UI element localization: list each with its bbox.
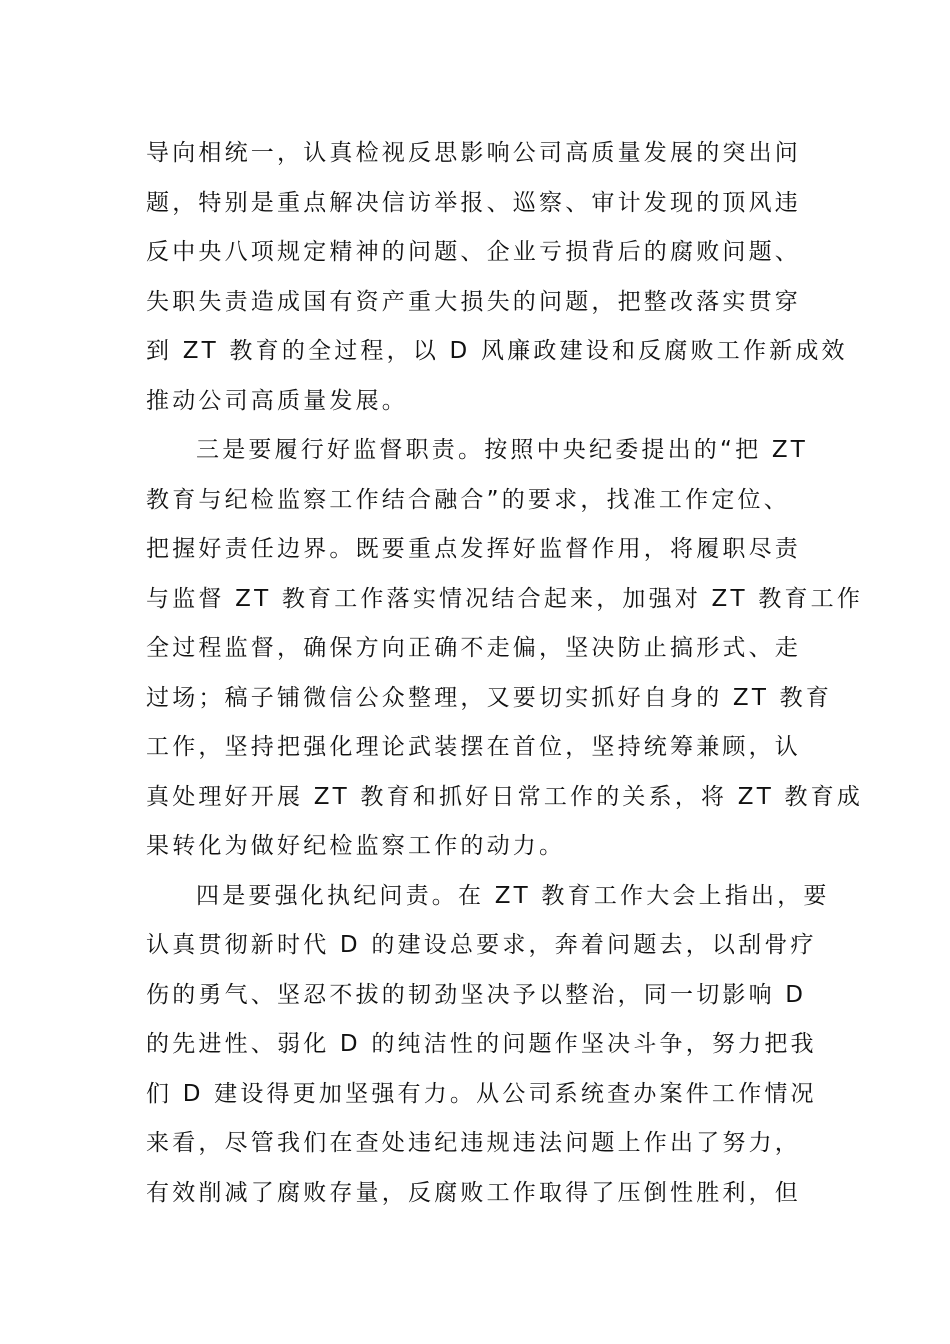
text-line: 过场；稿子铺微信公众整理，又要切实抓好自身的 ZT 教育 xyxy=(146,684,833,711)
text-line: 四是要强化执纪问责。在 ZT 教育工作大会上指出，要 xyxy=(196,882,830,909)
text-line: 真处理好开展 ZT 教育和抓好日常工作的关系，将 ZT 教育成 xyxy=(146,783,864,810)
text-line: 伤的勇气、坚忍不拔的韧劲坚决予以整治，同一切影响 D xyxy=(146,981,807,1008)
text-line: 工作，坚持把强化理论武装摆在首位，坚持统筹兼顾，认 xyxy=(146,734,801,760)
text-line: 的先进性、弱化 D 的纯洁性的问题作坚决斗争，努力把我 xyxy=(146,1031,817,1057)
text-line: 反中央八项规定精神的问题、企业亏损背后的腐败问题、 xyxy=(146,239,801,265)
text-line: 三是要履行好监督职责。按照中央纪委提出的“把 ZT xyxy=(196,437,809,463)
text-line: 有效削减了腐败存量，反腐败工作取得了压倒性胜利，但 xyxy=(146,1179,801,1206)
text-line: 全过程监督，确保方向正确不走偏，坚决防止搞形式、走 xyxy=(146,635,801,661)
text-line: 认真贯彻新时代 D 的建设总要求，奔着问题去，以刮骨疗 xyxy=(146,932,817,958)
text-line: 与监督 ZT 教育工作落实情况结合起来，加强对 ZT 教育工作 xyxy=(146,585,864,612)
text-line: 失职失责造成国有资产重大损失的问题，把整改落实贯穿 xyxy=(146,288,801,315)
text-line: 推动公司高质量发展。 xyxy=(146,387,408,414)
text-line: 来看，尽管我们在查处违纪违规违法问题上作出了努力， xyxy=(146,1130,801,1156)
text-line: 题，特别是重点解决信访举报、巡察、审计发现的顶风违 xyxy=(146,189,801,216)
text-line: 导向相统一，认真检视反思影响公司高质量发展的突出问 xyxy=(146,140,801,166)
text-line: 果转化为做好纪检监察工作的动力。 xyxy=(146,833,566,859)
text-line: 们 D 建设得更加坚强有力。从公司系统查办案件工作情况 xyxy=(146,1080,817,1107)
text-line: 到 ZT 教育的全过程，以 D 风廉政建设和反腐败工作新成效 xyxy=(146,338,848,364)
text-line: 教育与纪检监察工作结合融合”的要求，找准工作定位、 xyxy=(146,486,790,513)
text-line: 把握好责任边界。既要重点发挥好监督作用，将履职尽责 xyxy=(146,536,801,562)
document-body xyxy=(146,129,864,1218)
